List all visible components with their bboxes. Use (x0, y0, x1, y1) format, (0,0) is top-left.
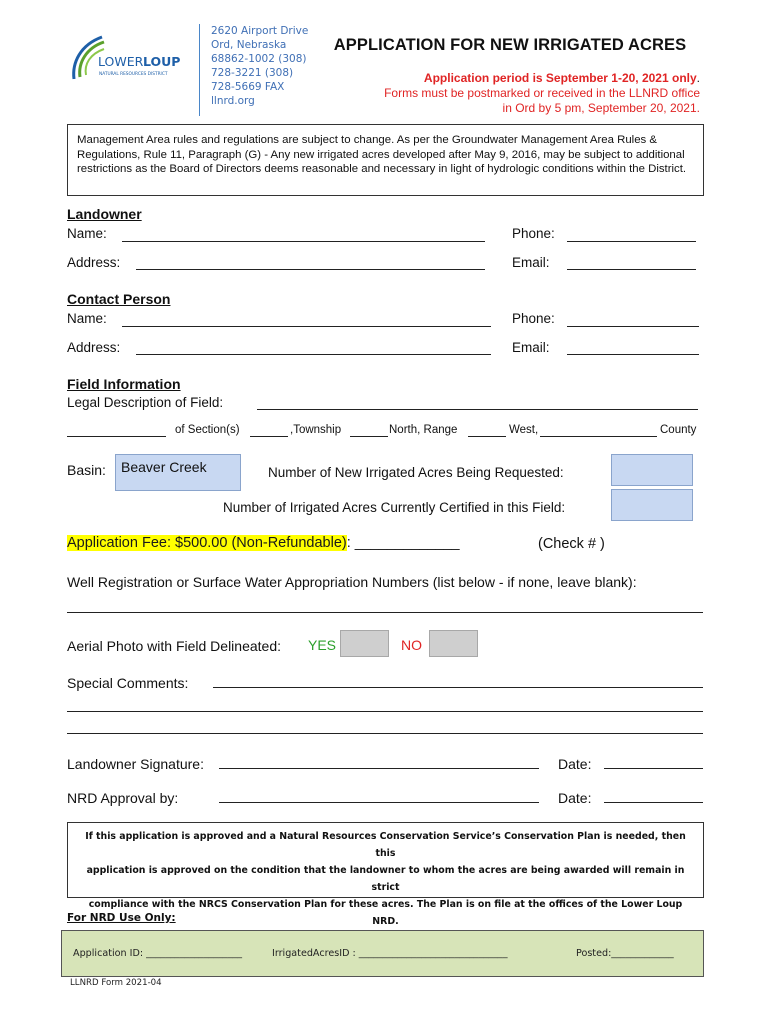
landowner-name-field[interactable] (122, 241, 485, 242)
signature-date-label: Date: (558, 756, 592, 772)
landowner-signature-label: Landowner Signature: (67, 756, 204, 772)
contact-phone-label: Phone: (512, 311, 555, 326)
aerial-photo-label: Aerial Photo with Field Delineated: (67, 638, 282, 654)
north-range-label: North, Range (389, 424, 458, 436)
comments-line-2[interactable] (67, 711, 703, 712)
new-acres-label: Number of New Irrigated Acres Being Requested: (268, 465, 564, 480)
landowner-address-field[interactable] (136, 269, 485, 270)
contact-address-label: Address: (67, 340, 121, 355)
county-field[interactable] (540, 436, 657, 437)
rules-notice: Management Area rules and regulations are subject to change. As per the Groundwater Management Area Rules & Regulations, Rule 11, Paragraph (G) - Any new irrigated acres developed after May 9, 2016, may be subject to additional restrictions as the Board of Directors deems reasonable and necessary in light of hydrologic conditions within the District. (67, 124, 704, 196)
well-registration-field[interactable] (67, 612, 703, 613)
landowner-phone-label: Phone: (512, 226, 555, 241)
form-number: LLNRD Form 2021-04 (70, 978, 162, 988)
new-acres-input[interactable] (611, 454, 693, 486)
aerial-no-checkbox[interactable] (429, 630, 478, 657)
section-field[interactable] (250, 436, 288, 437)
west-label: West, (509, 424, 539, 436)
contact-name-label: Name: (67, 311, 107, 326)
posted-field[interactable]: Posted:_____________ (576, 948, 674, 959)
contact-name-field[interactable] (122, 326, 491, 327)
comments-line-3[interactable] (67, 733, 703, 734)
basin-label: Basin: (67, 462, 106, 478)
township-label: ,Township (290, 424, 342, 436)
landowner-email-field[interactable] (567, 269, 696, 270)
contact-email-label: Email: (512, 340, 550, 355)
landowner-signature-field[interactable] (219, 768, 539, 769)
application-id-field[interactable]: Application ID: ____________________ (73, 948, 243, 959)
form-title: APPLICATION FOR NEW IRRIGATED ACRES (333, 36, 687, 54)
contact-zip-phone: 68862-1002 (308) (211, 53, 307, 65)
contact-city: Ord, Nebraska (211, 39, 287, 51)
logo-text: LOWER (98, 54, 144, 69)
contact-person-heading: Contact Person (67, 291, 171, 307)
nrd-use-heading: For NRD Use Only: (67, 912, 176, 924)
legal-description-label: Legal Description of Field: (67, 395, 224, 410)
logo-text-bold: LOUP (143, 54, 181, 69)
well-registration-label: Well Registration or Surface Water Appropriation Numbers (list below - if none, leave blank): (67, 574, 637, 590)
fee-highlight: Application Fee: $500.00 (Non-Refundable) (67, 535, 347, 551)
aerial-yes-label: YES (308, 637, 337, 653)
approval-date-field[interactable] (604, 802, 703, 803)
application-fee (67, 535, 460, 551)
contact-address-field[interactable] (136, 354, 491, 355)
check-number: (Check # ) (538, 536, 605, 552)
aerial-no-label: NO (401, 637, 422, 653)
nrd-approval-label: NRD Approval by: (67, 790, 179, 806)
range-field[interactable] (468, 436, 506, 437)
landowner-name-label: Name: (67, 226, 107, 241)
period-line2: Forms must be postmarked or received in the LLNRD office (384, 86, 700, 100)
nrcs-notice-line-2: application is approved on the condition that the landowner to whom the acres are being awarded will remain in strict (86, 865, 685, 893)
contact-website[interactable]: llnrd.org (211, 95, 255, 107)
aerial-yes-checkbox[interactable] (340, 630, 389, 657)
contact-fax: 728-5669 FAX (211, 81, 285, 93)
landowner-email-label: Email: (512, 255, 550, 270)
section-qualifier-field[interactable] (67, 436, 166, 437)
special-comments-label: Special Comments: (67, 675, 189, 691)
nrd-approval-field[interactable] (219, 802, 539, 803)
approval-date-label: Date: (558, 790, 592, 806)
lower-loup-logo (70, 33, 195, 83)
legal-description-field[interactable] (257, 409, 698, 410)
period-line3: in Ord by 5 pm, September 20, 2021. (502, 101, 700, 115)
basin-input[interactable]: Beaver Creek (115, 454, 241, 491)
field-info-heading: Field Information (67, 376, 181, 392)
landowner-address-label: Address: (67, 255, 121, 270)
comments-line-1[interactable] (213, 687, 703, 688)
current-acres-input[interactable] (611, 489, 693, 521)
application-period (340, 71, 700, 116)
contact-phone: 728-3221 (308) (211, 67, 294, 79)
contact-phone-field[interactable] (567, 326, 699, 327)
irrigated-acres-id-field[interactable]: IrrigatedAcresID : _______________________________ (272, 948, 508, 959)
contact-email-field[interactable] (567, 354, 699, 355)
county-label: County (660, 424, 697, 436)
nrcs-notice-line-1: If this application is approved and a Natural Resources Conservation Service’s Conservation Plan is needed, then this (85, 831, 686, 859)
nrd-use-box (61, 930, 704, 977)
nrcs-notice-line-3: compliance with the NRCS Conservation Plan for these acres. The Plan is on file at the offices of the Lower Loup NRD. (88, 899, 683, 927)
township-field[interactable] (350, 436, 388, 437)
landowner-phone-field[interactable] (567, 241, 696, 242)
landowner-heading: Landowner (67, 206, 142, 222)
sections-label: of Section(s) (175, 424, 240, 436)
signature-date-field[interactable] (604, 768, 703, 769)
fee-blank: : _____________ (346, 535, 460, 551)
contact-info (199, 24, 309, 116)
period-dot: . (696, 71, 700, 85)
current-acres-label: Number of Irrigated Acres Currently Certified in this Field: (223, 500, 566, 515)
period-bold: Application period is September 1-20, 2021 only (423, 71, 697, 85)
logo-subtitle: NATURAL RESOURCES DISTRICT (99, 72, 168, 77)
contact-address: 2620 Airport Drive (211, 25, 309, 37)
